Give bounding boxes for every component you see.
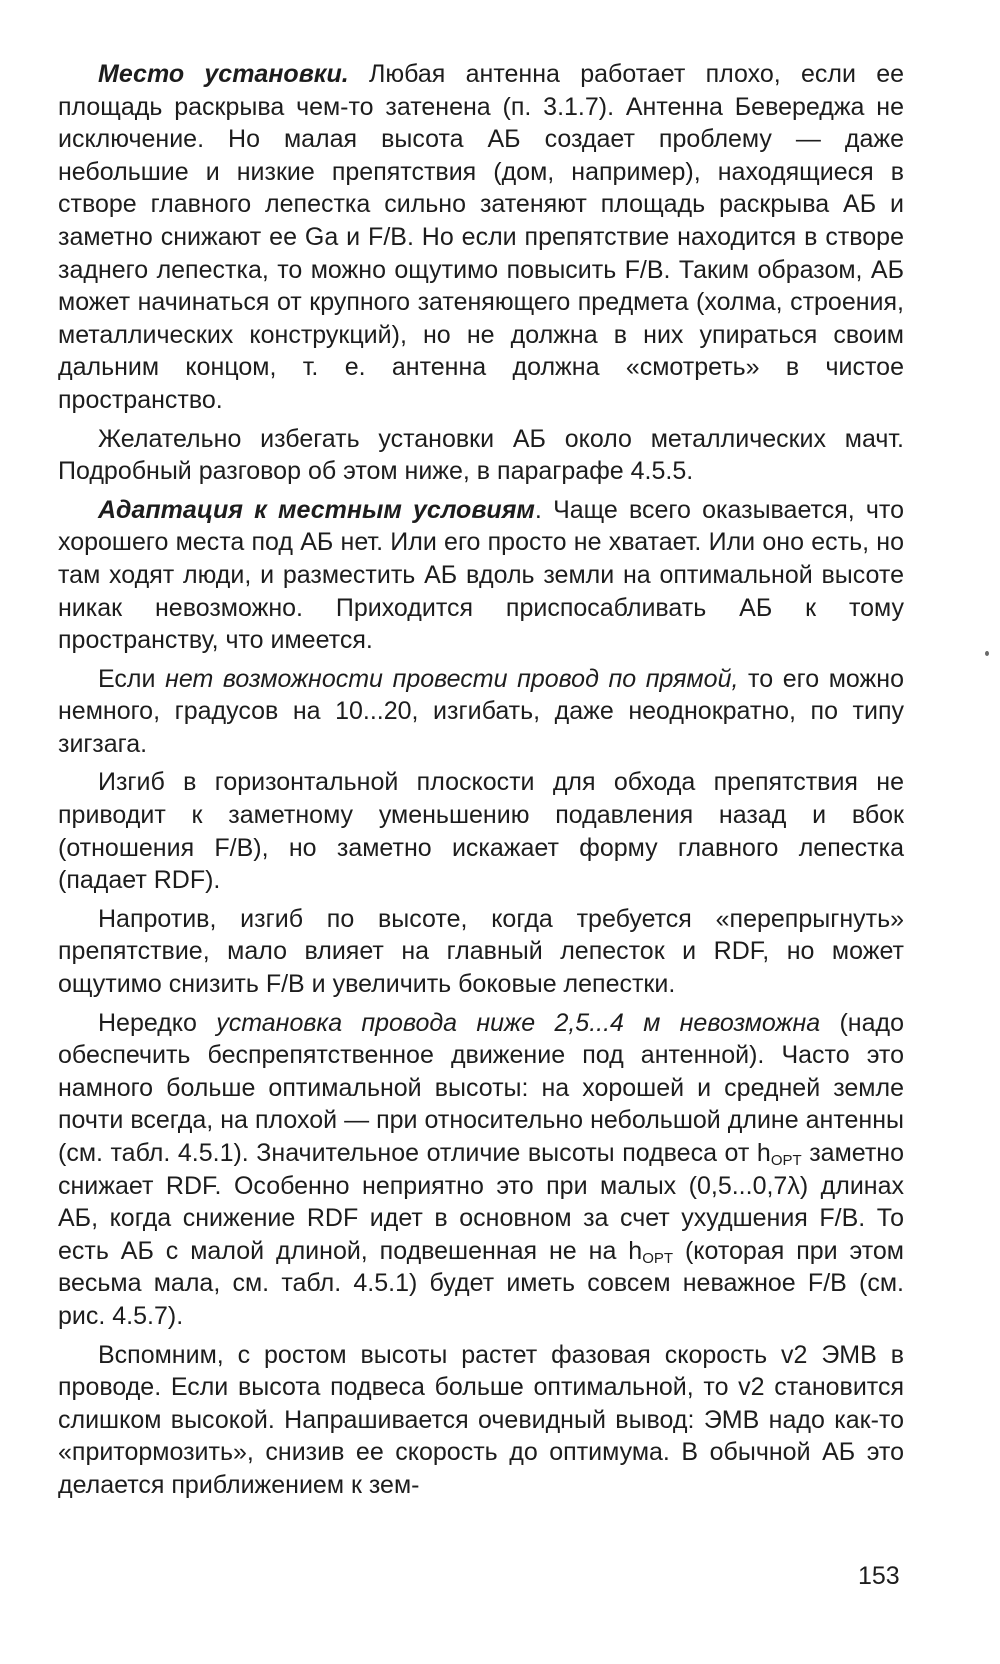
- paragraph-avoid-masts: [58, 423, 904, 488]
- paragraph-adaptation: Адаптация к местным условиям. Чаще всего оказывается, что хорошего места под АБ нет. Или его просто не хватает. Или оно есть, но там ходят люди, и разместить АБ вдоль земли на оптимальной высоте никак невозможно. Приходится приспосабливать АБ к тому пространству, что имеется.: [58, 495, 904, 655]
- emphasis-zigzag: нет возможности провести провод по прямой,: [165, 664, 739, 693]
- text-phase-velocity: Вспомним, с ростом высоты растет фазовая скорость v2 ЭМВ в проводе. Если высота подвеса больше оптимальной, то v2 становится слишком высокой. Напрашивается очевидный вывод: ЭМВ надо как-то «притормозить», снизив ее скорость до оптимума. В обычной АБ это делается приближением к зем-: [58, 1340, 904, 1499]
- paragraph-horizontal-bend: [58, 766, 904, 896]
- text-horizontal-bend: Изгиб в горизонтальной плоскости для обхода препятствия не приводит к заметному уменьшению подавления назад и вбок (отношения F/B), но заметно искажает форму главного лепестка (падает RDF).: [58, 768, 904, 895]
- subscript-opt-b: OPT: [642, 1249, 674, 1267]
- pre-zigzag: Если: [98, 664, 156, 693]
- scan-speck: [985, 651, 989, 656]
- text-zigzag: то его можно немного, градусов на 10...20, изгибать, даже неоднократно, по типу зигзага.: [58, 664, 904, 758]
- page-number: 153: [858, 1562, 900, 1590]
- subscript-opt-a: OPT: [770, 1152, 802, 1169]
- lead-adaptation: Адаптация к местным условиям: [98, 495, 535, 524]
- lead-mounting-location: Место установки.: [98, 60, 349, 88]
- paragraph-vertical-bend: [58, 903, 904, 1001]
- text-height-limit-b: заметно снижает RDF. Особенно неприятно это при малых (0,5...0,7λ) длинах АБ, когда снижение RDF идет в основном за счет ухудшения F/B. То есть АБ с малой длиной, подвешенная не на h: [58, 1139, 904, 1265]
- text-height-limit-a: (надо обеспечить беспрепятственное движение под антенной). Часто это намного больше оптимальной высоты: на хорошей и средней земле почти всегда, на плохой — при относительно небольшой длине антенны (см. табл. 4.5.1). Значительное отличие высоты подвеса от h: [58, 1008, 904, 1167]
- text-height-limit-c: (которая при этом весьма мала, см. табл. 4.5.1) будет иметь совсем неважное F/B (см. рис. 4.5.7).: [58, 1236, 904, 1330]
- text-adaptation: Чаще всего оказывается, что хорошего места под АБ нет. Или его просто не хватает. Или оно есть, но там ходят люди, и разместить АБ вдоль земли на оптимальной высоте никак невозможно. Приходится приспосабливать АБ к тому пространству, что имеется.: [58, 495, 904, 655]
- text-avoid-masts: Желательно избегать установки АБ около металлических мачт. Подробный разговор об этом ниже, в параграфе 4.5.5.: [58, 424, 904, 486]
- paragraph-phase-velocity: [58, 1339, 904, 1502]
- text-mounting-location: Любая антенна работает плохо, если ее площадь раскрыва чем-то затенена (п. 3.1.7). Антенна Бевереджа не исключение. Но малая высота АБ создает проблему — даже небольшие и низкие препятствия (дом, например), находящиеся в створе главного лепестка сильно затеняют площадь раскрыва АБ и заметно снижают ее Ga и F/B. Но если препятствие находится в створе заднего лепестка, то можно ощутимо повысить F/B. Таким образом, АБ может начинаться от крупного затеняющего предмета (холма, строения, металлических конструкций), но не должна в них упираться своим дальним концом, т. е. антенна должна «смотреть» в чистое пространство.: [58, 60, 905, 414]
- paragraph-zigzag: [58, 663, 904, 761]
- paragraph-mounting-location: [58, 58, 904, 417]
- paragraph-height-limit: [58, 1007, 904, 1333]
- text-vertical-bend: Напротив, изгиб по высоте, когда требуется «перепрыгнуть» препятствие, мало влияет на главный лепесток и RDF, но может ощутимо снизить F/B и увеличить боковые лепестки.: [58, 904, 904, 999]
- emphasis-height-limit: установка провода ниже 2,5...4 м невозможна: [216, 1008, 821, 1037]
- pre-height-limit: Нередко: [98, 1008, 197, 1037]
- page-body: [58, 58, 904, 1508]
